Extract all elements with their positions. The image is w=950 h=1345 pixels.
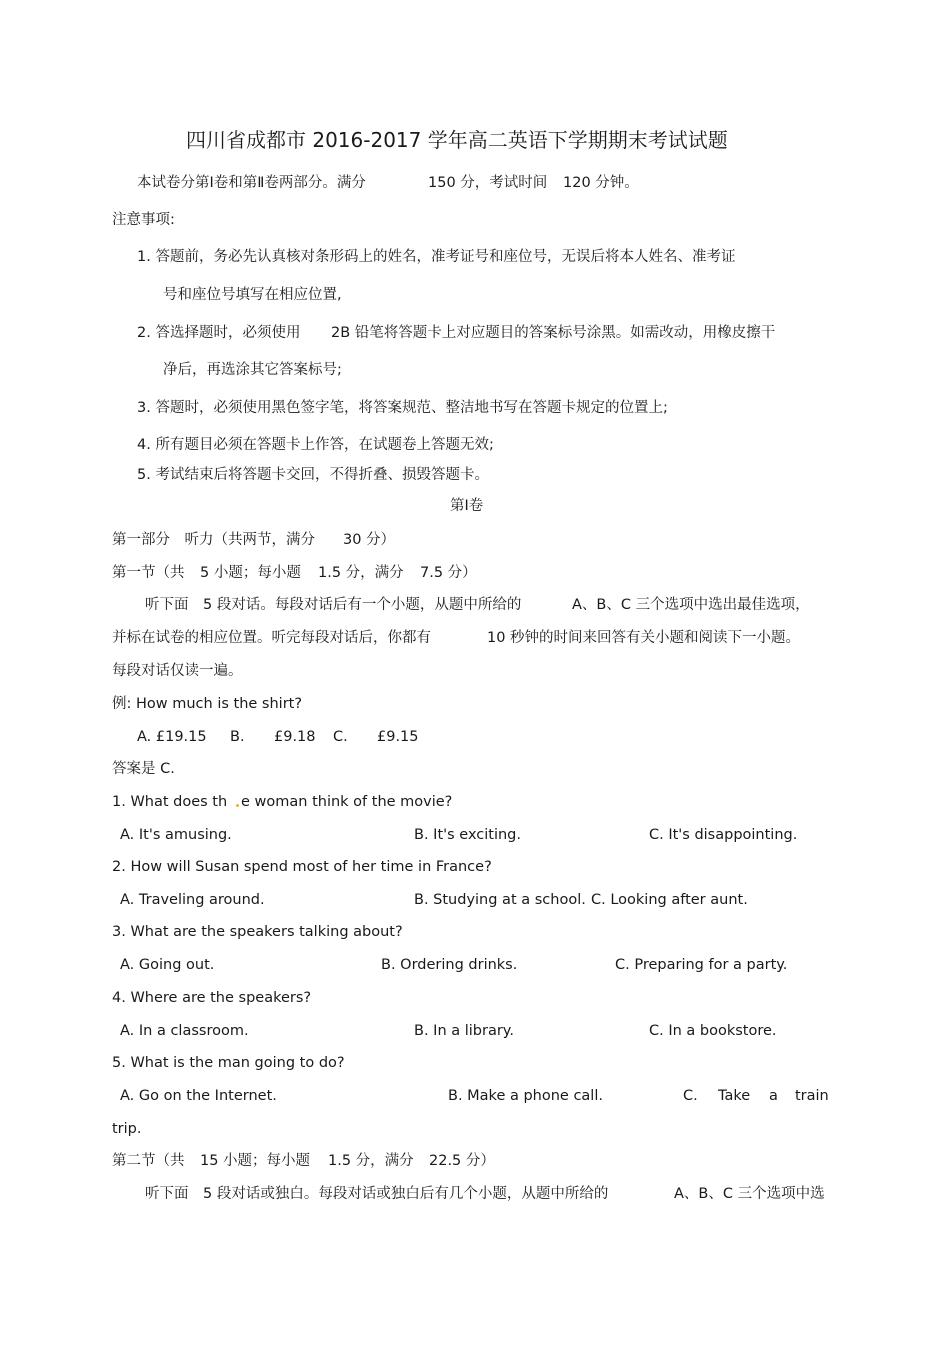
intro-score: 150 分，考试时间	[428, 175, 548, 191]
example-option-b-label: B.	[230, 729, 245, 745]
question-1: 1. What does th	[112, 794, 228, 810]
q5-option-c-label: C.	[683, 1088, 698, 1104]
notes-heading: 注意事项:	[112, 212, 175, 228]
question-4: 4. Where are the speakers?	[112, 990, 312, 1006]
example-option-c-label: C.	[333, 729, 348, 745]
example-question: 例: How much is the shirt?	[112, 696, 303, 712]
volume-heading: 第Ⅰ卷	[450, 498, 484, 514]
example-answer: 答案是 C.	[112, 761, 175, 777]
q3-option-c: C. Preparing for a party.	[615, 957, 788, 973]
stray-dot-mark	[236, 804, 239, 807]
page-title: 四川省成都市 2016-2017 学年高二英语下学期期末考试试题	[186, 128, 728, 152]
part1-score: 30 分）	[343, 532, 396, 548]
note-1: 1. 答题前，务必先认真核对条形码上的姓名，准考证号和座位号，无误后将本人姓名、准考证	[137, 249, 736, 265]
q5-option-a: A. Go on the Internet.	[120, 1088, 277, 1104]
q1-option-b: B. It's exciting.	[414, 827, 521, 843]
note-2-cont: 净后，再选涂其它答案标号;	[163, 362, 342, 378]
note-4: 4. 所有题目必须在答题卡上作答，在试题卷上答题无效;	[137, 437, 494, 453]
q1-option-a: A. It's amusing.	[120, 827, 232, 843]
section1-instructions-2b: 10 秒钟的时间来回答有关小题和阅读下一小题。	[487, 630, 801, 646]
note-1-cont: 号和座位号填写在相应位置,	[163, 287, 342, 303]
question-3: 3. What are the speakers talking about?	[112, 924, 403, 940]
q5-option-c-word3: train	[795, 1088, 829, 1104]
q4-option-a: A. In a classroom.	[120, 1023, 249, 1039]
section1-count: 5 小题；每小题	[200, 565, 301, 581]
section1-total: 7.5 分）	[420, 565, 477, 581]
q5-option-c-cont: trip.	[112, 1121, 142, 1137]
q3-option-b: B. Ordering drinks.	[381, 957, 518, 973]
section2-per: 1.5 分，满分	[328, 1153, 414, 1169]
q5-option-c-word1: Take	[718, 1088, 751, 1104]
note-2: 2. 答选择题时，必须使用	[137, 325, 301, 341]
example-option-b: £9.18	[274, 729, 316, 745]
section1-instructions-b: A、B、C 三个选项中选出最佳选项，	[572, 597, 810, 613]
q5-option-c-word2: a	[769, 1088, 778, 1104]
note-3: 3. 答题时，必须使用黑色签字笔，将答案规范、整洁地书写在答题卡规定的位置上;	[137, 400, 668, 416]
intro-time: 120 分钟。	[563, 175, 639, 191]
q1-option-c: C. It's disappointing.	[649, 827, 798, 843]
q4-option-b: B. In a library.	[414, 1023, 514, 1039]
q3-option-a: A. Going out.	[120, 957, 215, 973]
question-1-cont: e woman think of the movie?	[241, 794, 453, 810]
section2-heading: 第二节（共	[112, 1153, 185, 1169]
q5-option-b: B. Make a phone call.	[448, 1088, 603, 1104]
q2-option-b: B. Studying at a school.	[414, 892, 586, 908]
question-2: 2. How will Susan spend most of her time in France?	[112, 859, 492, 875]
section1-instructions-3: 每段对话仅读一遍。	[112, 663, 243, 679]
section2-count: 15 小题；每小题	[200, 1153, 311, 1169]
section1-per: 1.5 分，满分	[318, 565, 404, 581]
q4-option-c: C. In a bookstore.	[649, 1023, 777, 1039]
section2-instructions: 听下面 5 段对话或独白。每段对话或独白后有几个小题，从题中所给的	[145, 1186, 609, 1202]
note-5: 5. 考试结束后将答题卡交回，不得折叠、损毁答题卡。	[137, 467, 489, 483]
example-option-a: A. £19.15	[137, 729, 207, 745]
part1-heading: 第一部分 听力（共两节，满分	[112, 532, 315, 548]
intro-text: 本试卷分第Ⅰ卷和第Ⅱ卷两部分。满分	[137, 175, 366, 191]
example-option-c: £9.15	[377, 729, 419, 745]
section1-instructions-2: 并标在试卷的相应位置。听完每段对话后，你都有	[112, 630, 431, 646]
section1-instructions: 听下面 5 段对话。每段对话后有一个小题，从题中所给的	[145, 597, 522, 613]
question-5: 5. What is the man going to do?	[112, 1055, 345, 1071]
section1-heading: 第一节（共	[112, 565, 185, 581]
section2-instructions-b: A、B、C 三个选项中选	[674, 1186, 825, 1202]
note-2-b: 2B 铅笔将答题卡上对应题目的答案标号涂黑。如需改动，用橡皮擦干	[331, 325, 776, 341]
section2-total: 22.5 分）	[429, 1153, 495, 1169]
q2-option-c: C. Looking after aunt.	[591, 892, 748, 908]
q2-option-a: A. Traveling around.	[120, 892, 265, 908]
